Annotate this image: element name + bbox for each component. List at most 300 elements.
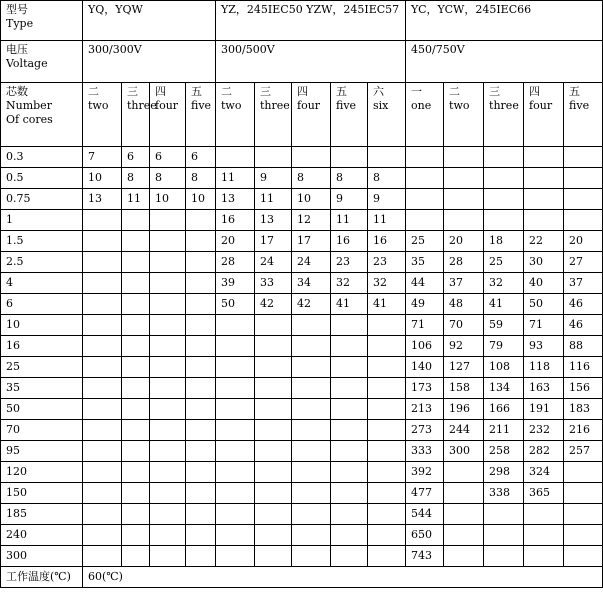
cores-col-cn: 三 bbox=[127, 85, 138, 98]
value-cell bbox=[122, 231, 150, 252]
cores-col-cn: 二 bbox=[221, 85, 232, 98]
value-cell bbox=[292, 441, 331, 462]
value-cell bbox=[444, 147, 484, 168]
value-cell bbox=[292, 504, 331, 525]
cores-col-cn: 五 bbox=[569, 85, 581, 98]
cores-col-5 bbox=[216, 83, 255, 147]
value-cell: 211 bbox=[484, 420, 524, 441]
value-cell bbox=[484, 189, 524, 210]
value-cell bbox=[255, 399, 292, 420]
value-cell: 213 bbox=[406, 399, 444, 420]
value-cell: 20 bbox=[216, 231, 255, 252]
value-cell bbox=[368, 504, 406, 525]
cores-col-3 bbox=[150, 83, 186, 147]
cores-col-en: two bbox=[449, 99, 470, 112]
cores-label-en1: Number bbox=[6, 99, 52, 112]
value-cell: 196 bbox=[444, 399, 484, 420]
value-cell bbox=[331, 441, 368, 462]
value-cell: 8 bbox=[292, 168, 331, 189]
value-cell bbox=[83, 210, 122, 231]
size-cell: 185 bbox=[1, 504, 83, 525]
value-cell: 34 bbox=[292, 273, 331, 294]
value-cell: 39 bbox=[216, 273, 255, 294]
value-cell bbox=[255, 525, 292, 546]
value-cell bbox=[484, 525, 524, 546]
value-cell bbox=[368, 441, 406, 462]
value-cell: 37 bbox=[444, 273, 484, 294]
value-cell bbox=[150, 504, 186, 525]
value-cell: 50 bbox=[216, 294, 255, 315]
value-cell: 41 bbox=[484, 294, 524, 315]
value-cell: 17 bbox=[292, 231, 331, 252]
value-cell: 300 bbox=[444, 441, 484, 462]
value-cell bbox=[83, 273, 122, 294]
temp-row bbox=[1, 567, 603, 588]
value-cell bbox=[122, 378, 150, 399]
value-cell bbox=[255, 546, 292, 567]
cores-col-cn: 五 bbox=[191, 85, 202, 98]
value-cell bbox=[150, 441, 186, 462]
value-cell bbox=[216, 336, 255, 357]
cores-col-8 bbox=[331, 83, 368, 147]
value-cell bbox=[186, 315, 216, 336]
value-cell: 24 bbox=[255, 252, 292, 273]
value-cell bbox=[186, 336, 216, 357]
value-cell bbox=[406, 189, 444, 210]
value-cell bbox=[83, 504, 122, 525]
value-cell bbox=[484, 168, 524, 189]
value-cell bbox=[564, 546, 603, 567]
value-cell bbox=[292, 399, 331, 420]
value-cell bbox=[122, 525, 150, 546]
cores-col-en: five bbox=[191, 99, 212, 112]
value-cell: 16 bbox=[331, 231, 368, 252]
value-cell: 35 bbox=[406, 252, 444, 273]
value-cell bbox=[368, 357, 406, 378]
value-cell: 6 bbox=[186, 147, 216, 168]
table-row bbox=[1, 441, 603, 462]
value-cell bbox=[368, 399, 406, 420]
cores-col-10 bbox=[406, 83, 444, 147]
value-cell bbox=[331, 378, 368, 399]
value-cell: 106 bbox=[406, 336, 444, 357]
value-cell: 79 bbox=[484, 336, 524, 357]
value-cell bbox=[150, 546, 186, 567]
table-row bbox=[1, 231, 603, 252]
value-cell bbox=[122, 294, 150, 315]
value-cell bbox=[122, 504, 150, 525]
value-cell: 273 bbox=[406, 420, 444, 441]
value-cell: 118 bbox=[524, 357, 564, 378]
value-cell: 134 bbox=[484, 378, 524, 399]
voltage-row bbox=[1, 41, 603, 83]
value-cell bbox=[83, 462, 122, 483]
value-cell: 20 bbox=[564, 231, 603, 252]
cores-col-6 bbox=[255, 83, 292, 147]
value-cell bbox=[368, 483, 406, 504]
value-cell bbox=[524, 504, 564, 525]
temp-label: 工作温度(℃) bbox=[1, 567, 83, 588]
value-cell: 17 bbox=[255, 231, 292, 252]
value-cell: 544 bbox=[406, 504, 444, 525]
value-cell: 28 bbox=[216, 252, 255, 273]
value-cell bbox=[368, 378, 406, 399]
value-cell bbox=[331, 546, 368, 567]
value-cell bbox=[83, 420, 122, 441]
size-cell: 25 bbox=[1, 357, 83, 378]
value-cell: 25 bbox=[484, 252, 524, 273]
value-cell: 41 bbox=[368, 294, 406, 315]
value-cell bbox=[564, 210, 603, 231]
size-cell: 95 bbox=[1, 441, 83, 462]
value-cell bbox=[444, 462, 484, 483]
table-row bbox=[1, 189, 603, 210]
value-cell bbox=[122, 315, 150, 336]
table-row bbox=[1, 420, 603, 441]
type-row bbox=[1, 1, 603, 41]
value-cell bbox=[292, 147, 331, 168]
value-cell: 650 bbox=[406, 525, 444, 546]
value-cell bbox=[216, 315, 255, 336]
value-cell bbox=[368, 462, 406, 483]
value-cell bbox=[150, 231, 186, 252]
value-cell bbox=[122, 441, 150, 462]
table-row bbox=[1, 504, 603, 525]
value-cell bbox=[331, 399, 368, 420]
cores-col-en: three bbox=[260, 99, 290, 112]
table-row bbox=[1, 315, 603, 336]
value-cell: 298 bbox=[484, 462, 524, 483]
value-cell bbox=[406, 168, 444, 189]
value-cell bbox=[150, 336, 186, 357]
voltage-label-cn: 电压 bbox=[6, 43, 28, 56]
value-cell: 6 bbox=[150, 147, 186, 168]
value-cell bbox=[524, 147, 564, 168]
cores-col-en: two bbox=[221, 99, 242, 112]
value-cell: 70 bbox=[444, 315, 484, 336]
value-cell bbox=[524, 168, 564, 189]
cores-col-cn: 一 bbox=[411, 85, 423, 98]
value-cell bbox=[331, 504, 368, 525]
value-cell: 13 bbox=[255, 210, 292, 231]
value-cell bbox=[122, 483, 150, 504]
value-cell bbox=[331, 357, 368, 378]
type-group-1: YQ，YQW bbox=[83, 1, 216, 41]
size-cell: 0.75 bbox=[1, 189, 83, 210]
value-cell: 477 bbox=[406, 483, 444, 504]
value-cell bbox=[150, 357, 186, 378]
value-cell bbox=[255, 441, 292, 462]
value-cell bbox=[150, 378, 186, 399]
value-cell: 13 bbox=[216, 189, 255, 210]
table-row bbox=[1, 462, 603, 483]
value-cell: 11 bbox=[122, 189, 150, 210]
value-cell bbox=[292, 357, 331, 378]
cores-col-2 bbox=[122, 83, 157, 147]
value-cell: 44 bbox=[406, 273, 444, 294]
temp-value: 60(℃) bbox=[83, 567, 603, 588]
value-cell bbox=[444, 525, 484, 546]
value-cell bbox=[186, 504, 216, 525]
value-cell: 25 bbox=[406, 231, 444, 252]
value-cell: 6 bbox=[122, 147, 150, 168]
value-cell bbox=[564, 147, 603, 168]
cores-row bbox=[1, 83, 603, 147]
value-cell bbox=[292, 483, 331, 504]
size-cell: 6 bbox=[1, 294, 83, 315]
type-group-2: YZ，245IEC50 YZW，245IEC57 bbox=[216, 1, 406, 41]
cores-col-en: six bbox=[373, 99, 389, 112]
value-cell bbox=[331, 336, 368, 357]
value-cell bbox=[444, 504, 484, 525]
value-cell bbox=[83, 483, 122, 504]
value-cell bbox=[255, 462, 292, 483]
value-cell bbox=[444, 189, 484, 210]
value-cell bbox=[368, 525, 406, 546]
cores-col-cn: 四 bbox=[155, 85, 166, 98]
value-cell bbox=[255, 378, 292, 399]
value-cell bbox=[186, 546, 216, 567]
value-cell bbox=[186, 378, 216, 399]
value-cell: 13 bbox=[83, 189, 122, 210]
cores-col-cn: 三 bbox=[260, 85, 271, 98]
type-label-en: Type bbox=[6, 17, 34, 30]
size-cell: 16 bbox=[1, 336, 83, 357]
value-cell bbox=[216, 504, 255, 525]
value-cell: 46 bbox=[564, 294, 603, 315]
value-cell: 156 bbox=[564, 378, 603, 399]
cores-col-13 bbox=[524, 83, 564, 147]
value-cell bbox=[524, 546, 564, 567]
value-cell: 48 bbox=[444, 294, 484, 315]
cores-col-en: three bbox=[489, 99, 519, 112]
size-cell: 70 bbox=[1, 420, 83, 441]
value-cell: 28 bbox=[444, 252, 484, 273]
value-cell bbox=[255, 504, 292, 525]
value-cell: 282 bbox=[524, 441, 564, 462]
value-cell bbox=[186, 210, 216, 231]
value-cell bbox=[186, 231, 216, 252]
value-cell: 32 bbox=[331, 273, 368, 294]
value-cell bbox=[150, 483, 186, 504]
value-cell: 183 bbox=[564, 399, 603, 420]
value-cell: 22 bbox=[524, 231, 564, 252]
value-cell: 71 bbox=[406, 315, 444, 336]
table-row bbox=[1, 399, 603, 420]
type-group-3: YC，YCW，245IEC66 bbox=[406, 1, 603, 41]
value-cell bbox=[216, 525, 255, 546]
value-cell bbox=[122, 357, 150, 378]
value-cell: 108 bbox=[484, 357, 524, 378]
value-cell bbox=[83, 294, 122, 315]
value-cell: 11 bbox=[216, 168, 255, 189]
cores-col-cn: 三 bbox=[489, 85, 501, 98]
value-cell bbox=[150, 294, 186, 315]
value-cell bbox=[292, 546, 331, 567]
cores-col-11 bbox=[444, 83, 484, 147]
cores-col-cn: 二 bbox=[449, 85, 461, 98]
value-cell: 92 bbox=[444, 336, 484, 357]
value-cell: 30 bbox=[524, 252, 564, 273]
value-cell bbox=[484, 210, 524, 231]
table-row bbox=[1, 147, 603, 168]
table-row bbox=[1, 378, 603, 399]
value-cell: 50 bbox=[524, 294, 564, 315]
value-cell bbox=[444, 546, 484, 567]
value-cell bbox=[186, 441, 216, 462]
cores-col-cn: 四 bbox=[297, 85, 308, 98]
value-cell: 88 bbox=[564, 336, 603, 357]
value-cell bbox=[216, 462, 255, 483]
value-cell bbox=[444, 168, 484, 189]
cores-col-4 bbox=[186, 83, 216, 147]
value-cell bbox=[150, 315, 186, 336]
value-cell: 258 bbox=[484, 441, 524, 462]
cores-col-en: five bbox=[569, 99, 590, 112]
size-cell: 35 bbox=[1, 378, 83, 399]
size-cell: 120 bbox=[1, 462, 83, 483]
value-cell bbox=[83, 378, 122, 399]
cores-col-14 bbox=[564, 83, 603, 147]
value-cell bbox=[368, 420, 406, 441]
value-cell bbox=[83, 231, 122, 252]
value-cell bbox=[122, 210, 150, 231]
table-row bbox=[1, 168, 603, 189]
value-cell bbox=[186, 483, 216, 504]
value-cell: 257 bbox=[564, 441, 603, 462]
cores-col-en: four bbox=[529, 99, 553, 112]
value-cell bbox=[564, 483, 603, 504]
value-cell bbox=[524, 525, 564, 546]
value-cell: 23 bbox=[331, 252, 368, 273]
value-cell bbox=[122, 420, 150, 441]
cores-col-cn: 二 bbox=[88, 85, 99, 98]
value-cell: 166 bbox=[484, 399, 524, 420]
value-cell bbox=[292, 420, 331, 441]
value-cell bbox=[122, 252, 150, 273]
size-cell: 300 bbox=[1, 546, 83, 567]
table-row bbox=[1, 252, 603, 273]
value-cell bbox=[83, 441, 122, 462]
value-cell: 24 bbox=[292, 252, 331, 273]
value-cell bbox=[564, 462, 603, 483]
value-cell: 71 bbox=[524, 315, 564, 336]
value-cell: 116 bbox=[564, 357, 603, 378]
value-cell bbox=[524, 210, 564, 231]
value-cell: 333 bbox=[406, 441, 444, 462]
value-cell bbox=[83, 336, 122, 357]
table-row bbox=[1, 525, 603, 546]
cores-col-en: four bbox=[155, 99, 179, 112]
value-cell bbox=[216, 483, 255, 504]
value-cell: 8 bbox=[186, 168, 216, 189]
value-cell bbox=[564, 168, 603, 189]
table-row bbox=[1, 294, 603, 315]
value-cell: 8 bbox=[150, 168, 186, 189]
value-cell: 12 bbox=[292, 210, 331, 231]
value-cell bbox=[83, 252, 122, 273]
value-cell: 338 bbox=[484, 483, 524, 504]
cores-col-9 bbox=[368, 83, 406, 147]
cores-col-7 bbox=[292, 83, 331, 147]
value-cell: 16 bbox=[368, 231, 406, 252]
value-cell bbox=[83, 546, 122, 567]
value-cell bbox=[368, 315, 406, 336]
value-cell bbox=[186, 525, 216, 546]
value-cell: 9 bbox=[331, 189, 368, 210]
value-cell: 46 bbox=[564, 315, 603, 336]
value-cell bbox=[186, 399, 216, 420]
size-cell: 1 bbox=[1, 210, 83, 231]
value-cell: 32 bbox=[368, 273, 406, 294]
value-cell: 59 bbox=[484, 315, 524, 336]
value-cell bbox=[150, 210, 186, 231]
value-cell bbox=[255, 420, 292, 441]
value-cell bbox=[216, 420, 255, 441]
value-cell: 743 bbox=[406, 546, 444, 567]
value-cell bbox=[444, 483, 484, 504]
table-row bbox=[1, 210, 603, 231]
value-cell bbox=[564, 189, 603, 210]
value-cell bbox=[406, 210, 444, 231]
cores-label-cn: 芯数 bbox=[6, 85, 28, 98]
cores-col-en: one bbox=[411, 99, 432, 112]
value-cell bbox=[216, 441, 255, 462]
size-cell: 1.5 bbox=[1, 231, 83, 252]
value-cell: 10 bbox=[83, 168, 122, 189]
value-cell bbox=[122, 336, 150, 357]
value-cell bbox=[484, 546, 524, 567]
value-cell bbox=[368, 147, 406, 168]
value-cell bbox=[484, 147, 524, 168]
cores-col-en: five bbox=[336, 99, 357, 112]
value-cell bbox=[292, 525, 331, 546]
size-cell: 10 bbox=[1, 315, 83, 336]
table-row bbox=[1, 546, 603, 567]
cores-col-cn: 五 bbox=[336, 85, 347, 98]
value-cell bbox=[564, 504, 603, 525]
value-cell bbox=[122, 273, 150, 294]
value-cell bbox=[331, 315, 368, 336]
value-cell bbox=[150, 420, 186, 441]
value-cell bbox=[186, 273, 216, 294]
value-cell bbox=[484, 504, 524, 525]
value-cell bbox=[186, 420, 216, 441]
cores-col-12 bbox=[484, 83, 524, 147]
value-cell: 216 bbox=[564, 420, 603, 441]
value-cell: 49 bbox=[406, 294, 444, 315]
size-cell: 4 bbox=[1, 273, 83, 294]
value-cell: 232 bbox=[524, 420, 564, 441]
value-cell: 93 bbox=[524, 336, 564, 357]
voltage-group-3: 450/750V bbox=[406, 41, 603, 83]
value-cell bbox=[331, 525, 368, 546]
value-cell: 8 bbox=[368, 168, 406, 189]
value-cell bbox=[255, 336, 292, 357]
table-row bbox=[1, 273, 603, 294]
value-cell: 33 bbox=[255, 273, 292, 294]
value-cell: 42 bbox=[255, 294, 292, 315]
size-cell: 150 bbox=[1, 483, 83, 504]
type-label-cell bbox=[1, 1, 83, 41]
value-cell bbox=[216, 147, 255, 168]
value-cell: 42 bbox=[292, 294, 331, 315]
value-cell bbox=[255, 483, 292, 504]
value-cell bbox=[186, 252, 216, 273]
value-cell: 244 bbox=[444, 420, 484, 441]
value-cell bbox=[122, 462, 150, 483]
value-cell: 23 bbox=[368, 252, 406, 273]
